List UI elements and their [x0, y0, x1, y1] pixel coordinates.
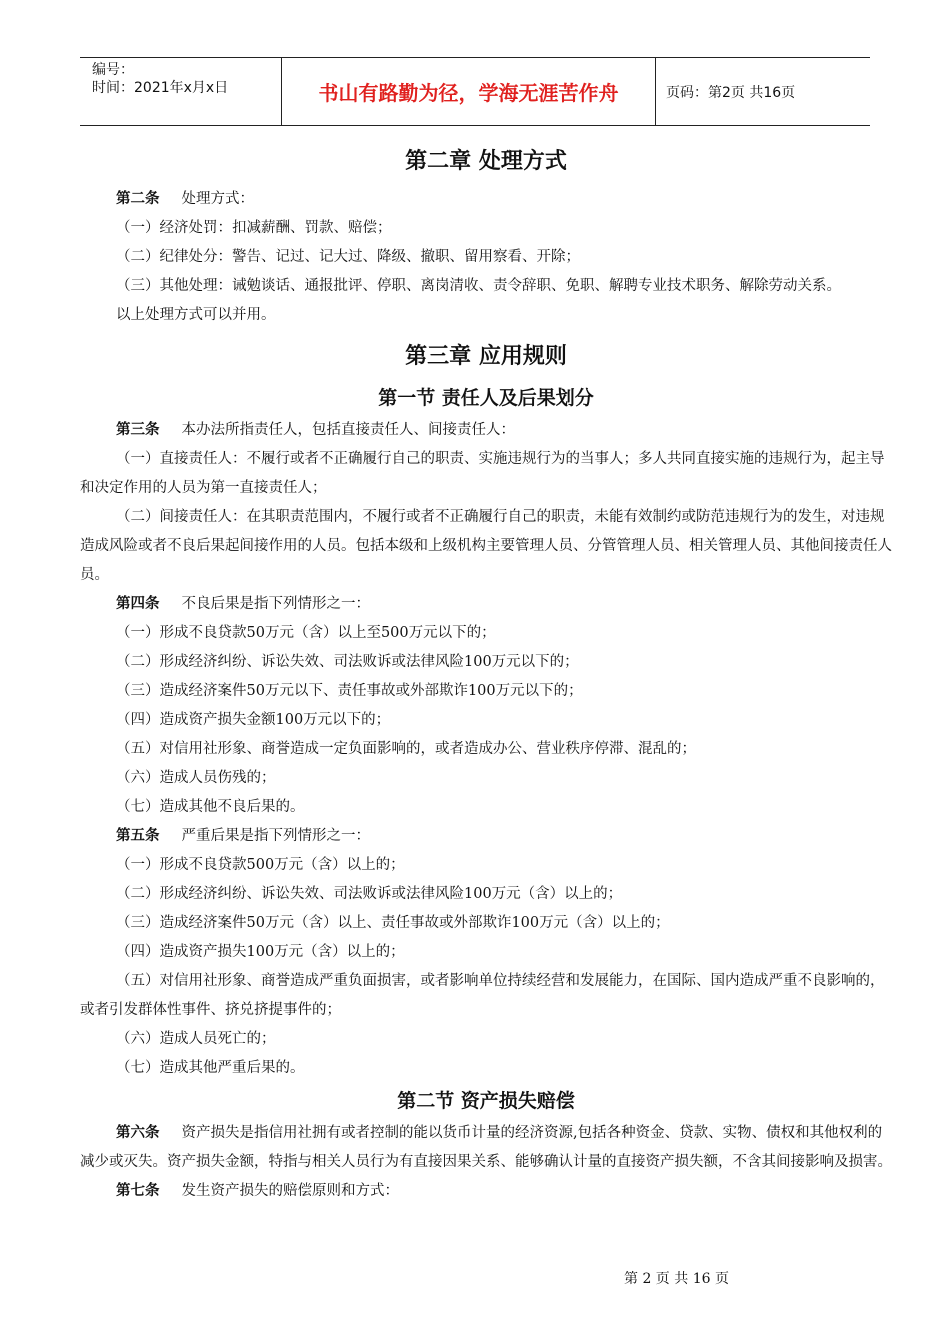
list-item: （四）造成资产损失金额100万元以下的； — [116, 712, 391, 728]
list-item: （二）纪律处分：警告、记过、记大过、降级、撤职、留用察看、开除； — [116, 249, 580, 265]
article-label: 第七条 — [116, 1183, 160, 1199]
article-2: 第二条 处理方式： — [116, 191, 254, 207]
page-header — [80, 57, 870, 126]
list-item: （二）形成经济纠纷、诉讼失效、司法败诉或法律风险100万元（含）以上的； — [116, 886, 623, 902]
section-2-title: 第二节 资产损失赔偿 — [397, 1090, 575, 1112]
article-label: 第四条 — [116, 596, 160, 612]
article-7: 第七条 发生资产损失的赔偿原则和方式： — [116, 1183, 399, 1199]
article-5: 第五条 严重后果是指下列情形之一： — [116, 828, 370, 844]
chapter-2-title: 第二章 处理方式 — [405, 149, 567, 174]
list-item: （一）经济处罚：扣减薪酬、罚款、赔偿； — [116, 220, 392, 236]
list-item: （六）造成人员伤残的； — [116, 770, 276, 786]
article-6: 第六条 资产损失是指信用社拥有或者控制的能以货币计量的经济资源,包括各种资金、贷款、实物、债权和其他权利的减少或灭失。资产损失金额，特指与相关人员行为有直接因果关系、能够确认计量的直接资产损失额，不含其间接影响及损害。 — [80, 1125, 892, 1170]
article-label: 第五条 — [116, 828, 160, 844]
list-item: （三）其他处理：诫勉谈话、通报批评、停职、离岗清收、责令辞职、免职、解聘专业技术职务、解除劳动关系。 — [116, 278, 841, 294]
article-label: 第六条 — [116, 1125, 160, 1141]
list-item: （三）造成经济案件50万元（含）以上、责任事故或外部欺诈100万元（含）以上的； — [116, 915, 670, 931]
list-item: （六）造成人员死亡的； — [116, 1031, 276, 1047]
header-motto: 书山有路勤为径，学海无涯苦作舟 — [282, 58, 656, 125]
list-item: （五）对信用社形象、商誉造成严重负面损害，或者影响单位持续经营和发展能力，在国际、国内造成严重不良影响的，或者引发群体性事件、挤兑挤提事件的； — [80, 973, 885, 1018]
list-item: （七）造成其他不良后果的。 — [116, 799, 305, 815]
list-item: （五）对信用社形象、商誉造成一定负面影响的，或者造成办公、营业秩序停滞、混乱的； — [116, 741, 696, 757]
chapter-3-title: 第三章 应用规则 — [405, 344, 567, 369]
article-3: 第三条 本办法所指责任人，包括直接责任人、间接责任人： — [116, 422, 515, 438]
page-footer: 第 2 页 共 16 页 — [624, 1271, 729, 1287]
list-item: （四）造成资产损失100万元（含）以上的； — [116, 944, 405, 960]
paragraph-note: 以上处理方式可以并用。 — [116, 307, 276, 323]
article-label: 第三条 — [116, 422, 160, 438]
list-item: （一）形成不良贷款50万元（含）以上至500万元以下的； — [116, 625, 496, 641]
section-1-title: 第一节 责任人及后果划分 — [378, 387, 594, 409]
number-label: 编号： — [92, 62, 134, 78]
list-item: （一）形成不良贷款500万元（含）以上的； — [116, 857, 405, 873]
header-page-info: 页码：第2页 共16页 — [666, 84, 796, 101]
date-label: 时间：2021年x月x日 — [92, 80, 229, 96]
list-item: （三）造成经济案件50万元以下、责任事故或外部欺诈100万元以下的； — [116, 683, 583, 699]
list-item: （一）直接责任人：不履行或者不正确履行自己的职责、实施违规行为的当事人；多人共同直接实施的违规行为，起主导和决定作用的人员为第一直接责任人； — [80, 451, 885, 496]
document-body — [80, 135, 892, 1206]
list-item: （二）形成经济纠纷、诉讼失效、司法败诉或法律风险100万元以下的； — [116, 654, 579, 670]
list-item: （七）造成其他严重后果的。 — [116, 1060, 305, 1076]
article-label: 第二条 — [116, 191, 160, 207]
list-item: （二）间接责任人：在其职责范围内，不履行或者不正确履行自己的职责，未能有效制约或防范违规行为的发生，对违规造成风险或者不良后果起间接作用的人员。包括本级和上级机构主要管理人员、分管管理人员、相关管理人员、其他间接责任人员。 — [80, 509, 892, 583]
article-4: 第四条 不良后果是指下列情形之一： — [116, 596, 370, 612]
header-meta — [80, 58, 282, 125]
